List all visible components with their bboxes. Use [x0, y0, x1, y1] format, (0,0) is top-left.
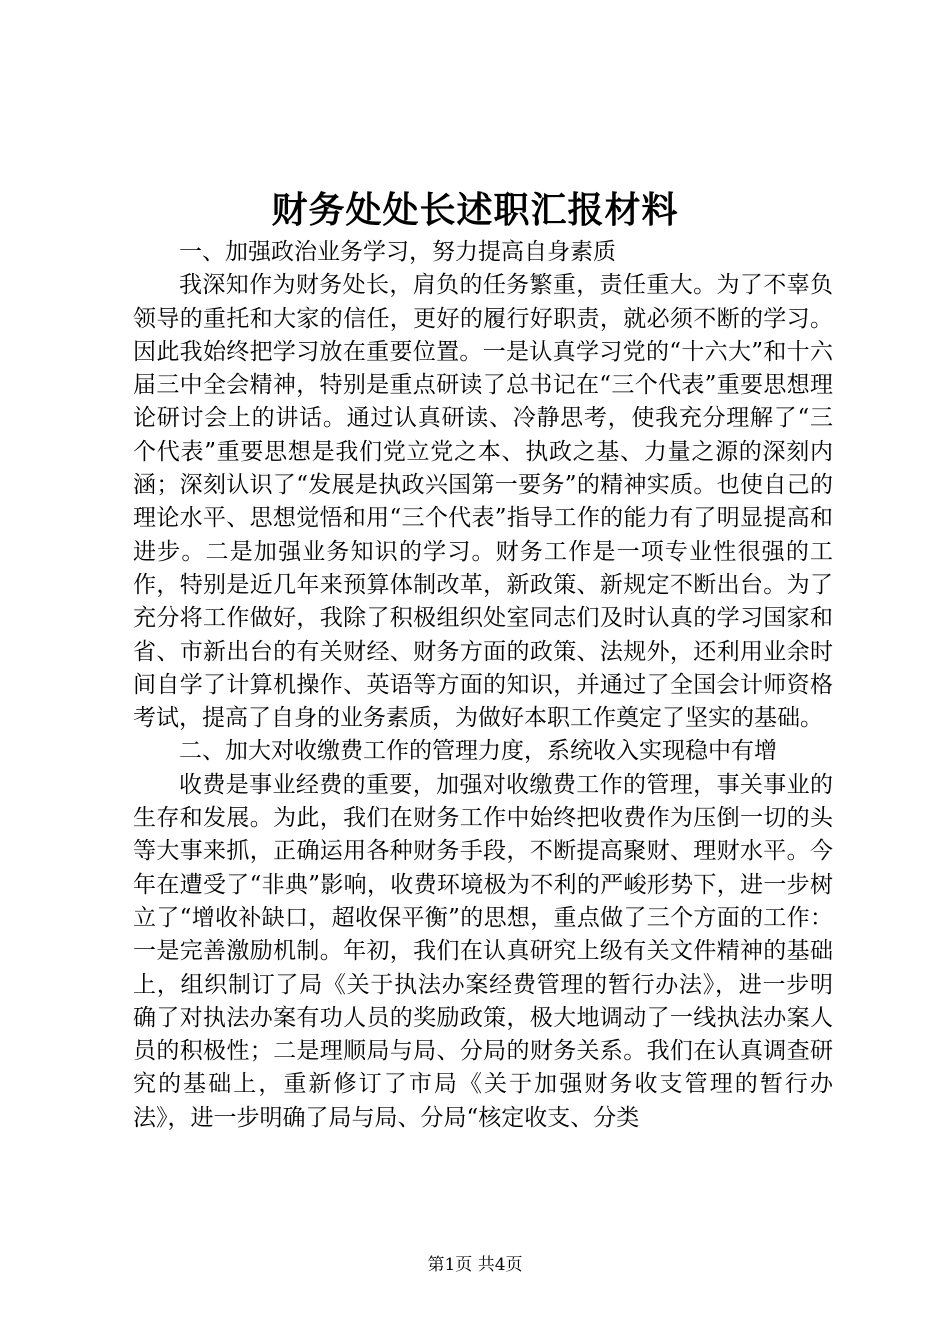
- section-2-paragraph: 收费是事业经费的重要，加强对收缴费工作的管理，事关事业的生存和发展。为此，我们在财务工作中始终把收费作为压倒一切的头等大事来抓，正确运用各种财务手段，不断提高聚财、理财水平。今年在遭受了“非典”影响，收费环境极为不利的严峻形势下，进一步树立了“增收补缺口，超收保平衡”的思想，重点做了三个方面的工作：一是完善激励机制。年初，我们在认真研究上级有关文件精神的基础上，组织制订了局《关于执法办案经费管理的暂行办法》，进一步明确了对执法办案有功人员的奖励政策，极大地调动了一线执法办案人员的积极性；二是理顺局与局、分局的财务关系。我们在认真调查研究的基础上，重新修订了市局《关于加强财务收支管理的暂行办法》，进一步明确了局与局、分局“核定收支、分类: [133, 771, 833, 1131]
- section-1-paragraph: 我深知作为财务处长，肩负的任务繁重，责任重大。为了不辜负领导的重托和大家的信任，更好的履行好职责，就必须不断的学习。因此我始终把学习放在重要位置。一是认真学习党的“十六大”和十六届三中全会精神，特别是重点研读了总书记在“三个代表”重要思想理论研讨会上的讲话。通过认真研读、冷静思考，使我充分理解了“三个代表”重要思想是我们党立党之本、执政之基、力量之源的深刻内涵；深刻认识了“发展是执政兴国第一要务”的精神实质。也使自己的理论水平、思想觉悟和用“三个代表”指导工作的能力有了明显提高和进步。二是加强业务知识的学习。财务工作是一项专业性很强的工作，特别是近几年来预算体制改革，新政策、新规定不断出台。为了充分将工作做好，我除了积极组织处室同志们及时认真的学习国家和省、市新出台的有关财经、财务方面的政策、法规外，还利用业余时间自学了计算机操作、英语等方面的知识，并通过了全国会计师资格考试，提高了自身的业务素质，为做好本职工作奠定了坚实的基础。: [133, 272, 833, 732]
- section-1-heading: 一、加强政治业务学习，努力提高自身素质: [179, 239, 616, 265]
- document-body: [133, 236, 833, 1135]
- section-2-heading: 二、加大对收缴费工作的管理力度，系统收入实现稳中有增: [179, 738, 777, 765]
- document-title: 财务处处长述职汇报材料: [271, 189, 679, 231]
- page-number-footer: 第1页 共4页: [427, 1255, 523, 1275]
